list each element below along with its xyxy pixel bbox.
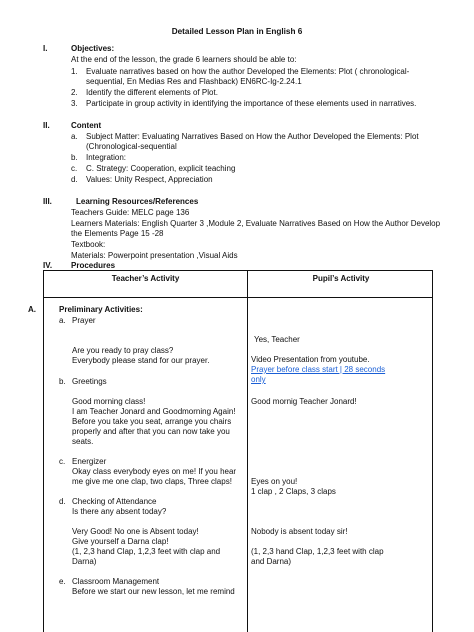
prayer-video-link[interactable]: Prayer before class start | 28 seconds (251, 365, 386, 374)
teacher-line: seats. (72, 437, 94, 446)
content-text: Integration: (86, 153, 127, 162)
teacher-line: I am Teacher Jonard and Goodmorning Again! (72, 407, 236, 416)
teacher-line: Darna) (72, 557, 97, 566)
header-divider (44, 297, 432, 298)
item-letter: d. (71, 175, 78, 184)
content-text: Values: Unity Respect, Appreciation (86, 175, 213, 184)
content-text: Subject Matter: Evaluating Narratives Based on How the Author Developed the Elements: Plot (86, 132, 419, 141)
pupil-line: Yes, Teacher (254, 335, 300, 344)
resources-heading: Learning Resources/References (76, 197, 199, 206)
resource-line: Materials: Powerpoint presentation ,Visual Aids (71, 251, 238, 260)
item-letter: e. (59, 577, 66, 586)
teacher-activity-header: Teacher’s Activity (111, 274, 180, 283)
teacher-line: Is there any absent today? (72, 507, 167, 516)
section-number: II. (43, 121, 50, 130)
pupil-line: (1, 2,3 hand Clap, 1,2,3 feet with clap (251, 547, 384, 556)
pupil-line: Eyes on you! (251, 477, 298, 486)
preliminary-activities-heading: Preliminary Activities: (59, 305, 143, 314)
teacher-line: properly and after that you can now take you (72, 427, 230, 436)
item-letter: d. (59, 497, 66, 506)
section-letter: A. (28, 305, 36, 314)
greetings-label: Greetings (72, 377, 107, 386)
pupil-line: Nobody is absent today sir! (251, 527, 348, 536)
energizer-label: Energizer (72, 457, 107, 466)
objectives-intro: At the end of the lesson, the grade 6 learners should be able to: (71, 55, 297, 64)
item-letter: b. (59, 377, 66, 386)
section-number: IV. (43, 261, 53, 270)
objective-text: Participate in group activity in identifying the importance of these elements used in narratives. (86, 99, 417, 108)
teacher-line: Okay class everybody eyes on me! If you hear (72, 467, 237, 476)
pupil-line: Video Presentation from youtube. (251, 355, 370, 364)
procedures-table (28, 270, 433, 632)
item-number: 3. (71, 99, 78, 108)
item-letter: b. (71, 153, 78, 162)
pupil-line: 1 clap , 2 Claps, 3 claps (251, 487, 336, 496)
pupil-line: and Darna) (251, 557, 292, 566)
item-letter: c. (59, 457, 66, 466)
content-heading: Content (71, 121, 102, 130)
section-number: III. (43, 197, 52, 206)
section-number: I. (43, 44, 48, 53)
prayer-video-link[interactable]: only (251, 375, 266, 384)
pupil-line: Good mornig Teacher Jonard! (251, 397, 357, 406)
teacher-line: Are you ready to pray class? (72, 346, 174, 355)
content-text: C. Strategy: Cooperation, explicit teaching (86, 164, 236, 173)
page-title: Detailed Lesson Plan in English 6 (171, 27, 303, 36)
prayer-label: Prayer (72, 316, 96, 325)
teacher-line: me give me one clap, two claps, Three claps! (72, 477, 232, 486)
item-number: 1. (71, 67, 78, 76)
item-letter: c. (71, 164, 78, 173)
teacher-line: (1, 2,3 hand Clap, 1,2,3 feet with clap and (72, 547, 221, 556)
teacher-line: Before we start our new lesson, let me remind (72, 587, 235, 596)
objective-text: Evaluate narratives based on how the author Developed the Elements: Plot ( chronological- (86, 67, 410, 76)
item-letter: a. (59, 316, 66, 325)
procedures-heading: Procedures (71, 261, 116, 270)
column-divider (247, 271, 248, 632)
resource-line: the Elements Page 15 -28 (71, 229, 164, 238)
pupil-activity-header: Pupil’s Activity (312, 274, 370, 283)
item-letter: a. (71, 132, 78, 141)
objective-text: sequential, En Medias Res and Flashback) EN6RC-Ig-2.24.1 (86, 77, 302, 86)
item-number: 2. (71, 88, 78, 97)
resource-line: Textbook: (71, 240, 106, 249)
teacher-line: Give yourself a Darna clap! (72, 537, 169, 546)
resource-line: Teachers Guide: MELC page 136 (71, 208, 190, 217)
resource-line: Learners Materials: English Quarter 3 ,Module 2, Evaluate Narratives Based on How the Author Develop (71, 219, 441, 228)
attendance-label: Checking of Attendance (72, 497, 157, 506)
classroom-management-label: Classroom Management (72, 577, 160, 586)
teacher-line: Very Good! No one is Absent today! (72, 527, 199, 536)
teacher-line: Everybody please stand for our prayer. (72, 356, 210, 365)
objective-text: Identify the different elements of Plot. (86, 88, 218, 97)
teacher-line: Before you take you seat, arrange you chairs (72, 417, 232, 426)
content-text: (Chronological-sequential (86, 142, 177, 151)
teacher-line: Good morning class! (72, 397, 146, 406)
objectives-heading: Objectives: (71, 44, 115, 53)
